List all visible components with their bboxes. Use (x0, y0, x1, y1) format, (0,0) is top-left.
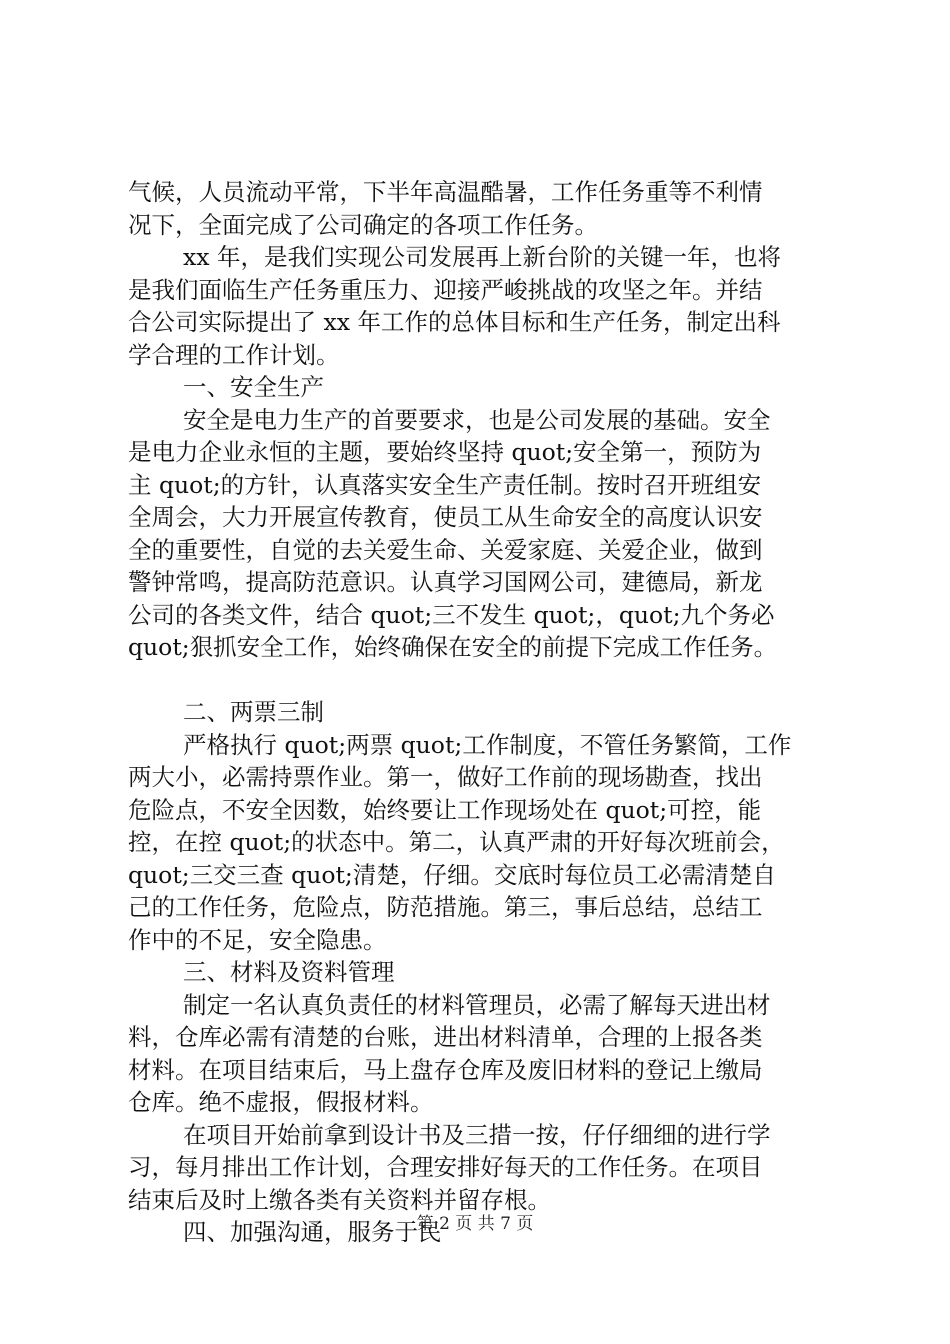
text-line: 一、安全生产 (183, 373, 324, 401)
text-line: 警钟常鸣，提高防范意识。认真学习国网公司，建德局，新龙 (128, 568, 763, 596)
text-line: 在项目开始前拿到设计书及三措一按，仔仔细细的进行学 (183, 1120, 771, 1149)
text-line: 公司的各类文件，结合 quot;三不发生 quot;，quot;九个务必 (128, 600, 775, 629)
text-line: 二、两票三制 (183, 698, 324, 726)
text-line: 料，仓库必需有清楚的台账，进出材料清单，合理的上报各类 (128, 1023, 763, 1051)
text-line: 况下，全面完成了公司确定的各项工作任务。 (128, 210, 598, 239)
text-line: 气候，人员流动平常，下半年高温酷暑，工作任务重等不利情 (128, 178, 763, 206)
text-line: 己的工作任务，危险点，防范措施。第三，事后总结，总结工 (128, 893, 763, 921)
text-line: 两大小，必需持票作业。第一，做好工作前的现场勘查，找出 (128, 763, 763, 791)
text-line: 严格执行 quot;两票 quot;工作制度，不管任务繁简，工作 (183, 730, 792, 759)
text-line: 控，在控 quot;的状态中。第二，认真严肃的开好每次班前会， (128, 828, 785, 856)
text-line: 结束后及时上缴各类有关资料并留存根。 (128, 1185, 551, 1214)
text-line: 制定一名认真负责任的材料管理员，必需了解每天进出材 (183, 990, 771, 1019)
text-line: 材料。在项目结束后，马上盘存仓库及废旧材料的登记上缴局 (128, 1055, 763, 1084)
text-line: 学合理的工作计划。 (128, 340, 340, 369)
text-line: 四、加强沟通，服务于民 (183, 1218, 442, 1246)
text-line: 全周会，大力开展宣传教育，使员工从生命安全的高度认识安 (128, 503, 763, 531)
text-line: 合公司实际提出了 xx 年工作的总体目标和生产任务，制定出科 (128, 308, 781, 336)
text-line: 作中的不足，安全隐患。 (128, 925, 387, 954)
text-line: 是我们面临生产任务重压力、迎接严峻挑战的攻坚之年。并结 (128, 275, 763, 304)
text-line: quot;三交三查 quot;清楚，仔细。交底时每位员工必需清楚自 (128, 860, 776, 889)
text-line: xx 年，是我们实现公司发展再上新台阶的关键一年，也将 (183, 243, 781, 271)
text-line: 安全是电力生产的首要要求，也是公司发展的基础。安全 (183, 405, 771, 434)
text-line: 仓库。绝不虚报，假报材料。 (128, 1088, 434, 1116)
page-footer: 第 2 页 共 7 页 (416, 1214, 534, 1234)
text-line: 三、材料及资料管理 (183, 958, 395, 986)
text-line: 是电力企业永恒的主题，要始终坚持 quot;安全第一，预防为 (128, 438, 762, 466)
text-line: 习，每月排出工作计划，合理安排好每天的工作任务。在项目 (128, 1153, 763, 1181)
text-line: 危险点，不安全因数，始终要让工作现场处在 quot;可控，能 (128, 795, 762, 824)
document-body (128, 176, 840, 1249)
text-line: 全的重要性，自觉的去关爱生命、关爱家庭、关爱企业，做到 (128, 535, 763, 564)
text-line: 主 quot;的方针，认真落实安全生产责任制。按时召开班组安 (128, 470, 762, 499)
blank-line (128, 664, 840, 697)
text-line: quot;狠抓安全工作，始终确保在安全的前提下完成工作任务。 (128, 633, 778, 661)
